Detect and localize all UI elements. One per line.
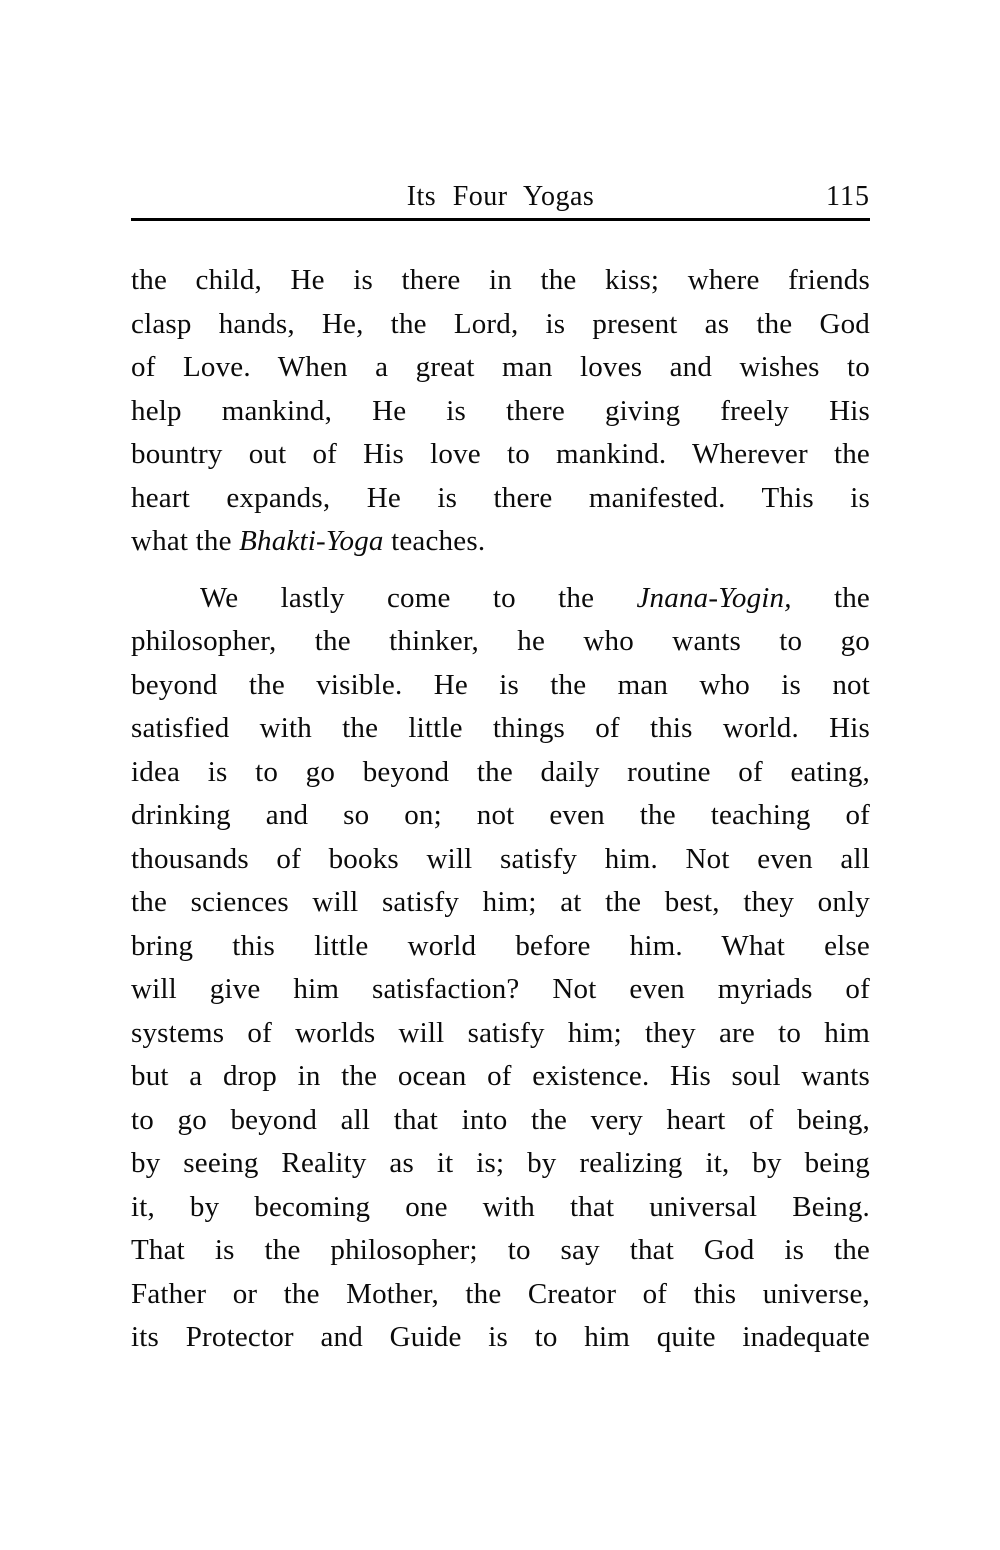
page-content [131, 0, 870, 1360]
text-line [131, 707, 870, 751]
text-segment: the child, He is there in the kiss; where friends [131, 264, 870, 296]
text-line [131, 1273, 870, 1317]
text-segment: philosopher, the thinker, he who wants to go [131, 625, 870, 657]
italic-text-segment: Bhakti-Yoga [239, 525, 384, 557]
text-line [131, 1229, 870, 1273]
text-line [131, 346, 870, 390]
text-segment: bountry out of His love to mankind. Wherever the [131, 438, 870, 470]
text-line [131, 1142, 870, 1186]
text-line [131, 620, 870, 664]
text-segment: by seeing Reality as it is; by realizing it, by being [131, 1147, 870, 1179]
text-segment: idea is to go beyond the daily routine of eating, [131, 755, 870, 788]
text-segment: of Love. When a great man loves and wishes to [131, 351, 870, 383]
text-segment: satisfied with the little things of this world. His [131, 712, 870, 744]
text-line [131, 1316, 870, 1360]
text-line [131, 1099, 870, 1143]
text-segment: what the [131, 525, 240, 557]
running-head [131, 0, 870, 214]
text-line [131, 1186, 870, 1230]
text-line [131, 303, 870, 347]
text-line [131, 1055, 870, 1099]
text-line [131, 577, 870, 621]
text-segment: thousands of books will satisfy him. Not even all [131, 842, 870, 875]
text-segment: beyond the visible. He is the man who is not [131, 668, 870, 701]
text-segment: its Protector and Guide is to him quite inadequate [131, 1321, 870, 1353]
italic-text-segment: Jnana-Yogin, [636, 581, 792, 614]
text-line [131, 664, 870, 708]
text-line [131, 433, 870, 477]
running-head-title: Its Four Yogas [406, 181, 595, 212]
text-segment: to go beyond all that into the very heart of being, [131, 1103, 870, 1136]
text-segment: drinking and so on; not even the teaching of [131, 799, 870, 831]
text-line [131, 925, 870, 969]
text-line [131, 259, 870, 303]
header-rule [131, 218, 870, 221]
page-number: 115 [826, 181, 870, 212]
text-segment: systems of worlds will satisfy him; they are to him [131, 1016, 870, 1049]
text-segment: heart expands, He is there manifested. This is [131, 481, 870, 514]
text-segment: the sciences will satisfy him; at the best, they only [131, 886, 870, 918]
text-segment: help mankind, He is there giving freely His [131, 394, 870, 427]
text-line [131, 477, 870, 521]
text-line [131, 968, 870, 1012]
paragraph [131, 259, 870, 564]
text-segment: teaches. [383, 525, 486, 557]
body-text [131, 259, 870, 1360]
text-segment: but a drop in the ocean of existence. His soul wants [131, 1060, 870, 1092]
text-segment: Father or the Mother, the Creator of this universe, [131, 1277, 870, 1310]
text-line [131, 751, 870, 795]
paragraph [131, 577, 870, 1360]
text-segment: clasp hands, He, the Lord, is present as the God [131, 307, 870, 340]
text-segment: That is the philosopher; to say that God is the [131, 1234, 870, 1266]
text-segment: We lastly come to the [200, 581, 637, 614]
text-segment: it, by becoming one with that universal Being. [131, 1190, 870, 1223]
text-line [131, 390, 870, 434]
text-line [131, 520, 870, 564]
text-line [131, 838, 870, 882]
text-line [131, 794, 870, 838]
text-segment: will give him satisfaction? Not even myriads of [131, 973, 870, 1005]
text-line [131, 1012, 870, 1056]
text-segment: bring this little world before him. What else [131, 929, 870, 962]
text-segment: the [791, 581, 871, 614]
text-line [131, 881, 870, 925]
